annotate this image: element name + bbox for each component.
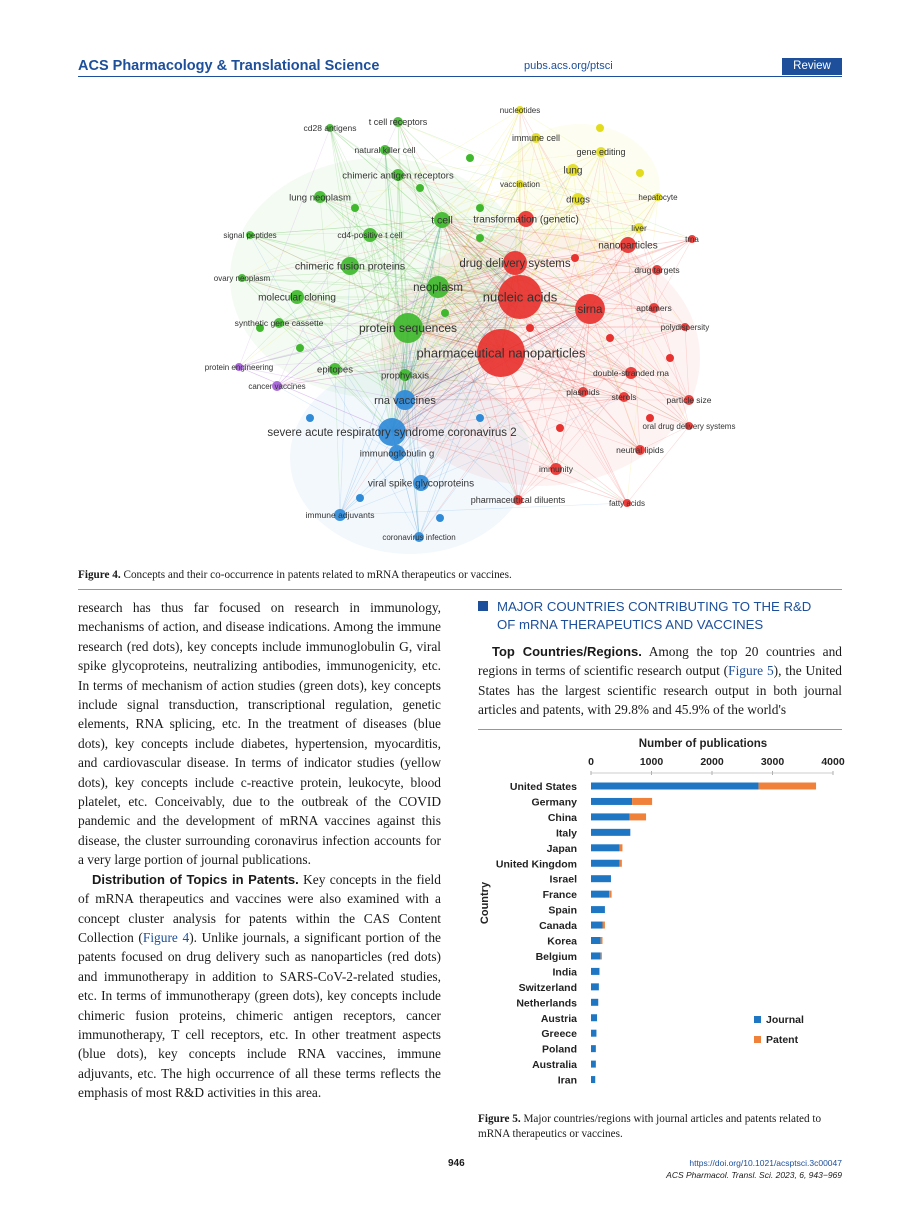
network-node-label: lung neoplasm [289, 192, 351, 204]
legend-swatch-journal [754, 1016, 761, 1023]
chart-category-label: Japan [546, 842, 577, 855]
chart-bar-patent [609, 891, 611, 898]
network-node-label: ovary neoplasm [213, 273, 271, 283]
network-node-minor [306, 414, 314, 422]
run-in-heading: Distribution of Topics in Patents. [92, 871, 299, 887]
chart-bar-journal [591, 922, 602, 929]
chart-bar-journal [591, 1030, 596, 1037]
network-node-minor [356, 494, 364, 502]
header-divider [78, 76, 842, 77]
chart-bar-journal [591, 783, 759, 790]
chart-category-label: Italy [555, 827, 577, 840]
chart-bar-patent [602, 922, 604, 929]
chart-bar-journal [591, 1076, 595, 1083]
chart-y-axis-label: Country [479, 881, 491, 925]
network-node-minor [526, 324, 534, 332]
chart-category-label: Korea [547, 935, 577, 948]
network-node-label: epitopes [317, 364, 353, 376]
chart-category-label: China [547, 811, 577, 824]
chart-tick-label: 0 [588, 756, 594, 768]
countries-bar-chart [478, 733, 845, 1105]
legend-label: Journal [766, 1014, 804, 1026]
network-node-label: neoplasm [413, 282, 463, 295]
chart-bar-journal [591, 1014, 597, 1021]
right-column [478, 598, 842, 720]
network-node-label: immune adjuvants [305, 509, 375, 520]
chart-category-label: United Kingdom [495, 858, 577, 871]
figure5-caption-text: Major countries/regions with journal articles and patents related to mRNA therapeutics or vaccines. [478, 1113, 822, 1140]
section-heading-line2: OF mRNA THERAPEUTICS AND VACCINES [497, 617, 764, 632]
chart-bar-patent [601, 937, 603, 944]
chart-category-label: Poland [541, 1043, 577, 1056]
chart-category-label: Israel [549, 873, 577, 886]
legend-label: Patent [766, 1034, 799, 1046]
chart-category-label: Spain [548, 904, 577, 917]
chart-bar-patent [619, 844, 622, 851]
chart-bar-journal [591, 968, 599, 975]
chart-category-label: India [552, 966, 577, 979]
chart-bar-journal [591, 813, 630, 820]
chart-bar-journal [591, 829, 630, 836]
network-node-label: polydispersity [660, 322, 710, 332]
network-node-label: immunity [538, 463, 574, 474]
network-node-label: immune cell [511, 133, 561, 144]
run-in-heading: Top Countries/Regions. [492, 644, 642, 659]
network-node-label: synthetic gene cassette [234, 317, 324, 328]
network-node-minor [296, 344, 304, 352]
network-node-minor [646, 414, 654, 422]
chart-category-label: France [542, 889, 577, 902]
network-node-minor [571, 254, 579, 262]
network-node-minor [466, 154, 474, 162]
chart-bar-patent [632, 798, 652, 805]
page-header [78, 58, 842, 76]
chart-bar-patent [619, 860, 621, 867]
network-node-minor [351, 204, 359, 212]
network-node-label: protein sequences [358, 321, 458, 336]
network-node-minor [556, 424, 564, 432]
figure4-label: Figure 4. [78, 569, 121, 581]
network-node-minor [596, 124, 604, 132]
page-number: 946 [448, 1158, 465, 1169]
figure4-caption-text: Concepts and their co-occurrence in patents related to mRNA therapeutics or vaccines. [120, 569, 512, 581]
chart-bar-journal [591, 999, 598, 1006]
journal-name[interactable]: ACS Pharmacology & Translational Science [78, 58, 380, 74]
figure4-caption [78, 568, 842, 583]
network-node-label: oral drug delivery systems [642, 421, 736, 431]
network-node-label: sterols [611, 391, 637, 402]
chart-bar-journal [591, 844, 619, 851]
network-node-label: drug delivery systems [459, 258, 571, 271]
network-node-label: t cell [431, 214, 453, 227]
network-node-label: protein engineering [204, 362, 274, 372]
chart-category-label: Switzerland [518, 981, 577, 994]
figure4-link[interactable]: Figure 4 [142, 929, 190, 945]
chart-category-label: Belgium [535, 950, 577, 963]
body-paragraph: research has thus far focused on research in immunology, mechanisms of action, and disease indications. Among the immune research (red dots), key concepts include immunoglobulin G, viral spike glycoproteins, neutralizing antibodies, immunogenicity, etc. In terms of mechanism of action studies (green dots), key concepts include signal transduction, transcriptional regulation, genetic elements, RNA splicing, etc. In the treatment of diseases (blue dots), key concepts include diabetes, hypertension, myocarditis, and cardiovascular disease. In terms of indicator studies (yellow dots), key concepts include c-reactive protein, leukocyte, blood platelet, etc. Conceivably, due to the outbreak of the COVID pandemic and the development of mRNA vaccines against this disease, the cluster surrounding coronavirus infection accounts for a very large portion of journal publications. [78, 600, 441, 868]
network-node-label: plasmids [566, 386, 600, 397]
body-paragraph-patents [78, 870, 441, 1103]
chart-divider [478, 729, 842, 730]
network-node-label: particle size [666, 394, 712, 405]
chart-bar-journal [591, 983, 599, 990]
network-node-minor [666, 354, 674, 362]
legend-swatch-patent [754, 1036, 761, 1043]
network-node-label: t cell receptors [368, 117, 428, 128]
network-node-label: prophylaxis [380, 370, 430, 382]
doi-link[interactable]: https://doi.org/10.1021/acsptsci.3c00047 [689, 1158, 842, 1168]
chart-tick-label: 2000 [700, 756, 724, 768]
concept-network-figure [180, 98, 740, 550]
network-node-label: immunoglobulin g [359, 448, 435, 460]
network-node-label: sirna [577, 304, 603, 317]
paragraph-text: ). Unlike journals, a significant portion of the patents focused on drug delivery such as nanoparticles (red dots) and immunotherapy in addition to SARS-CoV-2-related studies, etc. In terms of immunotherapy (green dots), key concepts include chimeric fusion proteins, chimeric antigen receptors, cancer immunotherapy, T cell receptors, etc. In other treatment aspects (blue dots), key concepts include RNA vaccines, immune adjuvants, etc. The high occurrence of all these terms reflects the emphasis of most R&D activities in this area. [78, 929, 442, 1101]
chart-bar-patent [601, 952, 602, 959]
chart-category-labels [496, 781, 577, 1087]
network-node-label: chimeric antigen receptors [342, 170, 454, 182]
chart-bar-journal [591, 937, 601, 944]
network-node-minor [416, 184, 424, 192]
network-node-label: drugs [566, 194, 590, 206]
network-node-label: double-stranded rna [592, 367, 670, 378]
network-node-label: fatty acids [608, 498, 646, 508]
network-node-label: trna [685, 234, 699, 244]
chart-title: Number of publications [638, 738, 768, 750]
figure5-link[interactable]: Figure 5 [728, 663, 774, 679]
network-node-label: cd28 antigens [303, 122, 357, 133]
network-node-minor [436, 514, 444, 522]
chart-category-label: Iran [557, 1074, 577, 1087]
section-square-icon [478, 601, 488, 611]
network-node-label: nanoparticles [598, 240, 658, 252]
network-node-label: vaccination [499, 179, 541, 189]
network-node-label: nucleotides [499, 105, 541, 115]
network-node-label: nucleic acids [482, 289, 558, 305]
network-node-minor [476, 204, 484, 212]
chart-tick-label: 1000 [639, 756, 664, 768]
chart-bar-journal [591, 1045, 596, 1052]
cluster-halos [230, 124, 700, 554]
chart-bar-journal [591, 798, 632, 805]
chart-bar-journal [591, 906, 605, 913]
chart-category-label: Netherlands [516, 997, 577, 1010]
network-node-label: aptamers [636, 302, 672, 313]
network-node-label: chimeric fusion proteins [294, 260, 406, 273]
chart-bar-patent [759, 783, 816, 790]
network-node-minor [476, 414, 484, 422]
caption-divider [78, 589, 842, 590]
network-node-label: rna vaccines [374, 394, 436, 407]
network-node-label: drug targets [634, 264, 680, 275]
network-node-label: gene editing [576, 147, 626, 158]
paragraph-text: Among the top 20 countries and regions in terms of scientific research output ( [478, 644, 842, 679]
journal-url[interactable]: pubs.acs.org/ptsci [524, 60, 613, 72]
chart-tick-label: 3000 [760, 756, 785, 768]
citation: ACS Pharmacol. Transl. Sci. 2023, 6, 943−969 [666, 1170, 842, 1180]
chart-x-ticks [588, 756, 845, 775]
left-column [78, 598, 441, 1103]
network-node-label: viral spike glycoproteins [367, 478, 475, 490]
chart-category-label: Austria [540, 1012, 577, 1025]
section-heading-line1: MAJOR COUNTRIES CONTRIBUTING TO THE R&D [497, 599, 812, 614]
chart-category-label: Greece [541, 1028, 577, 1041]
network-node-minor [441, 309, 449, 317]
network-node-label: coronavirus infection [382, 532, 456, 542]
network-node-label: transformation (genetic) [473, 214, 579, 226]
chart-bar-journal [591, 891, 609, 898]
network-node-label: pharmaceutical nanoparticles [416, 345, 586, 361]
network-node-label: pharmaceutical diluents [470, 495, 566, 506]
network-node-label: cancer vaccines [248, 381, 306, 391]
figure5-caption [478, 1112, 842, 1142]
network-node-label: cd4-positive t cell [337, 229, 403, 240]
network-node-label: neutral lipids [616, 444, 664, 455]
paragraph-text: Key concepts in the field of mRNA therapeutics and vaccines were also examined with a concept cluster analysis for patents within the CAS Content Collection ( [78, 871, 441, 945]
network-node-minor [636, 169, 644, 177]
network-node-label: severe acute respiratory syndrome coronavirus 2 [267, 427, 517, 440]
network-node-label: natural killer cell [354, 144, 416, 155]
figure5-label: Figure 5. [478, 1113, 521, 1125]
network-node-minor [476, 234, 484, 242]
chart-legend [754, 1014, 804, 1046]
chart-bar-journal [591, 952, 601, 959]
chart-bar-journal [591, 875, 611, 882]
section-heading [478, 598, 842, 634]
network-node-minor [606, 334, 614, 342]
chart-bar-journal [591, 860, 619, 867]
chart-category-label: Canada [539, 920, 577, 933]
network-node-label: hepatocyte [638, 192, 678, 202]
paragraph-text: ), the United States has the largest scientific research output in both journal articles and patents, with 29.8% and 45.9% of the world's [478, 663, 843, 718]
chart-category-label: Australia [532, 1059, 577, 1072]
body-paragraph-countries [478, 642, 842, 720]
network-node-label: liver [631, 222, 647, 233]
chart-category-label: United States [509, 781, 577, 793]
network-node-label: lung [563, 165, 583, 177]
network-node-label: molecular cloning [258, 292, 336, 304]
chart-category-label: Germany [531, 796, 577, 809]
chart-tick-label: 4000 [821, 756, 845, 768]
article-type-badge: Review [782, 58, 842, 75]
network-node-label: signal peptides [223, 230, 277, 240]
chart-bar-journal [591, 1061, 596, 1068]
chart-bar-patent [630, 813, 646, 820]
